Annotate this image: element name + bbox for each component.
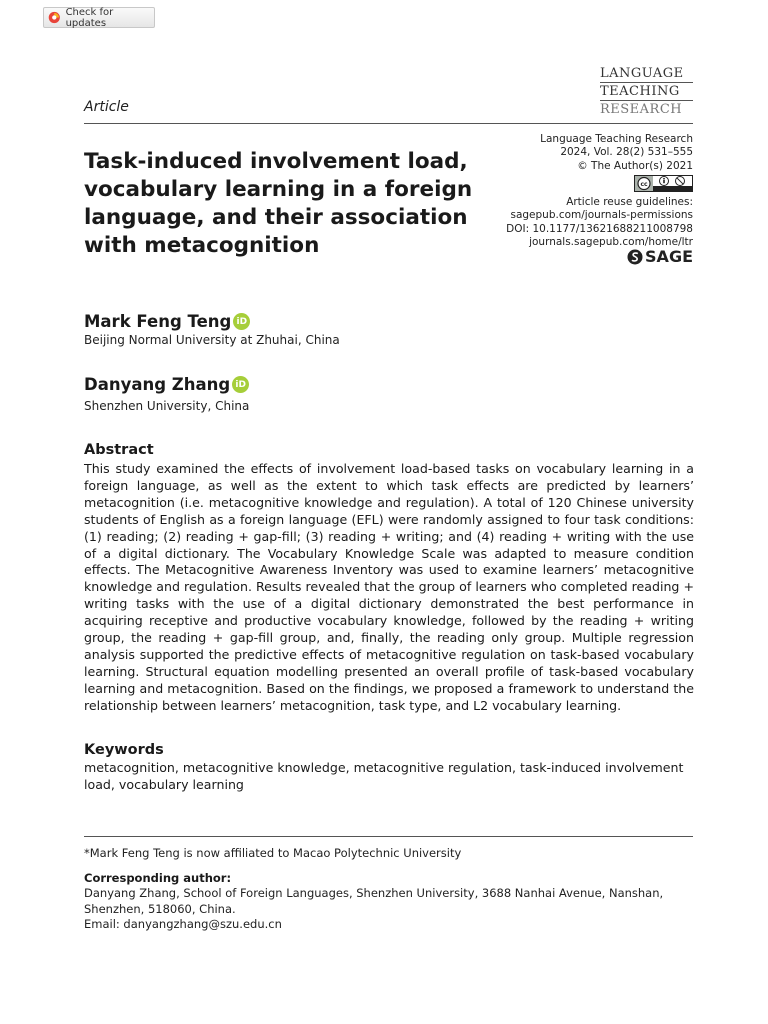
copyright: © The Author(s) 2021	[577, 159, 693, 172]
article-type-label: Article	[84, 99, 129, 115]
check-updates-icon	[48, 11, 61, 24]
header-divider	[84, 123, 693, 124]
author-2	[84, 375, 249, 394]
article-title: Task-induced involvement load, vocabulary learning in a foreign language, and their association with metacognition	[84, 149, 473, 258]
check-for-updates-button[interactable]	[43, 7, 155, 28]
corresponding-address-line1: Danyang Zhang, School of Foreign Languages, Shenzhen University, 3688 Nanhai Avenue, Nanshan,	[84, 886, 664, 900]
journal-name: Language Teaching Research	[540, 133, 693, 145]
svg-text:cc: cc	[640, 180, 648, 188]
author-1	[84, 312, 250, 331]
author-1-name: Mark Feng Teng	[84, 312, 232, 331]
abstract-heading: Abstract	[84, 442, 154, 458]
author-2-name: Danyang Zhang	[84, 375, 231, 394]
corresponding-author-details	[84, 886, 684, 933]
orcid-icon[interactable]: iD	[233, 313, 250, 330]
journal-url[interactable]: journals.sagepub.com/home/ltr	[529, 236, 693, 249]
author-1-affiliation: Beijing Normal University at Zhuhai, China	[84, 333, 340, 347]
abstract-text: This study examined the effects of involvement load-based tasks on vocabulary learning in a foreign language, as well as the extent to which task effects are predicted by learners’ metacognition (i.e. metacognitive knowledge and regulation). A total of 120 Chinese university students of English as a foreign language (EFL) were randomly assigned to four task conditions: (1) reading; (2) reading + gap-fill; (3) reading + writing; and (4) reading + writing with the use of a digital dictionary. The Vocabulary Knowledge Scale was adapted to measure condition effects. The Metacognitive Awareness Inventory was used to examine learners’ metacognitive knowledge and regulation. Results revealed that the group of learners who completed reading + writing tasks with the use of a digital dictionary demonstrated the best performance in acquiring receptive and productive vocabulary knowledge, followed by the reading + writing group, the reading + gap-fill group, and, finally, the reading only group. Multiple regression analysis supported the predictive effects of metacognitive regulation on task-based vocabulary learning. Structural equation modelling presented an overall profile of task-based vocabulary learning and metacognition. Based on the findings, we proposed a framework to understand the relationship between learners’ metacognition, task type, and L2 vocabulary learning.	[84, 461, 694, 713]
check-for-updates-label: Check for updates	[65, 6, 114, 29]
doi[interactable]: DOI: 10.1177/13621688211008798	[506, 222, 693, 235]
affiliation-footnote: *Mark Feng Teng is now affiliated to Macao Polytechnic University	[84, 846, 462, 860]
journal-logo-line2: TEACHING	[600, 83, 693, 101]
journal-logo-line3: RESEARCH	[600, 102, 683, 117]
publisher-logo	[627, 247, 693, 266]
journal-logo	[600, 65, 693, 118]
keywords-heading: Keywords	[84, 742, 164, 758]
footnote-divider	[84, 836, 693, 837]
publication-info	[473, 133, 693, 249]
author-2-affiliation: Shenzhen University, China	[84, 399, 250, 413]
cc-by-nc-icon[interactable]	[634, 175, 693, 192]
corresponding-email[interactable]: Email: danyangzhang@szu.edu.cn	[84, 917, 282, 931]
publisher-name: SAGE	[645, 247, 693, 266]
journal-logo-line1: LANGUAGE	[600, 65, 693, 83]
corresponding-author-heading: Corresponding author:	[84, 871, 232, 885]
orcid-icon[interactable]: iD	[232, 376, 249, 393]
reuse-guidelines-label: Article reuse guidelines:	[566, 196, 693, 209]
volume-info: 2024, Vol. 28(2) 531–555	[560, 146, 693, 159]
sage-logo-icon	[627, 249, 643, 265]
corresponding-address-line2: Shenzhen, 518060, China.	[84, 901, 236, 916]
permissions-link[interactable]: sagepub.com/journals-permissions	[510, 209, 693, 222]
keywords-text: metacognition, metacognitive knowledge, metacognitive regulation, task-induced involvement load, vocabulary learning	[84, 760, 684, 792]
